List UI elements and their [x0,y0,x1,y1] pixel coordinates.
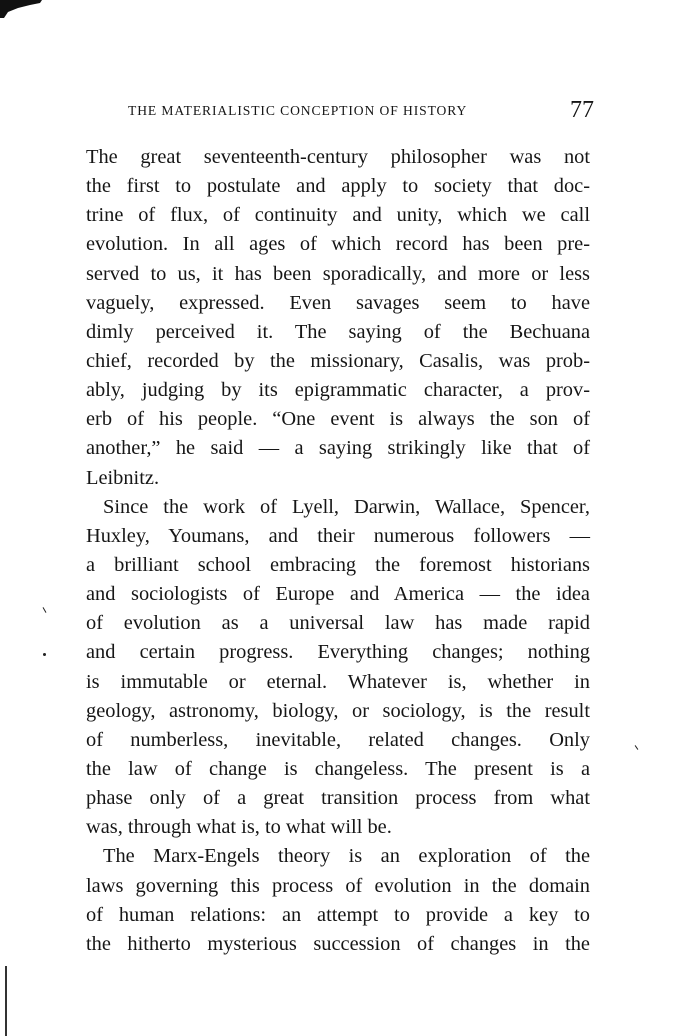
text-line: a brilliant school embracing the foremost historians [86,553,590,576]
text-line: the first to postulate and apply to society that doc- [86,175,590,198]
text-line: Since the work of Lyell, Darwin, Wallace, Spencer, [103,495,590,518]
text-line: ably, judging by its epigrammatic character, a prov- [86,379,590,402]
paragraph [86,842,590,959]
text-line: served to us, it has been sporadically, and more or less [86,262,590,285]
text-line: evolution. In all ages of which record has been pre- [86,233,590,256]
text-line: of human relations: an attempt to provide a key to [86,903,590,926]
text-line: trine of flux, of continuity and unity, which we call [86,204,590,227]
text-line: was, through what is, to what will be. [86,816,392,839]
text-line: of evolution as a universal law has made rapid [86,612,590,635]
text-line: and certain progress. Everything changes; nothing [86,641,590,664]
text-line: the hitherto mysterious succession of changes in the [86,932,590,955]
scan-speck [43,653,46,656]
text-line: another,” he said — a saying strikingly like that of [86,437,590,460]
text-line: dimly perceived it. The saying of the Bechuana [86,320,590,343]
text-line: chief, recorded by the missionary, Casalis, was prob- [86,349,590,372]
running-title: THE MATERIALISTIC CONCEPTION OF HISTORY [128,103,468,118]
text-line: vaguely, expressed. Even savages seem to have [86,291,590,314]
text-line: is immutable or eternal. Whatever is, whether in [86,670,590,693]
text-line: erb of his people. “One event is always the son of [86,408,590,431]
scan-speck [635,745,639,750]
text-line: Leibnitz. [86,466,160,489]
body-text [86,143,590,959]
text-line: phase only of a great transition process from what [86,787,590,810]
scan-speck [43,607,47,613]
text-line: laws governing this process of evolution in the domain [86,874,590,897]
text-line: Huxley, Youmans, and their numerous followers — [86,524,590,547]
text-line: The Marx-Engels theory is an exploration of the [103,845,590,868]
scan-edge-line [5,966,7,1036]
text-line: geology, astronomy, biology, or sociology, is the result [86,699,590,722]
scan-corner-mark [0,0,42,18]
text-line: The great seventeenth-century philosopher was not [86,146,590,168]
text-line: the law of change is changeless. The present is a [86,757,590,780]
running-head [128,94,594,128]
paragraph [86,493,590,843]
text-line: and sociologists of Europe and America — the idea [86,583,590,606]
paragraph [86,143,590,493]
page-number: 77 [570,97,594,123]
text-line: of numberless, inevitable, related changes. Only [86,728,590,751]
